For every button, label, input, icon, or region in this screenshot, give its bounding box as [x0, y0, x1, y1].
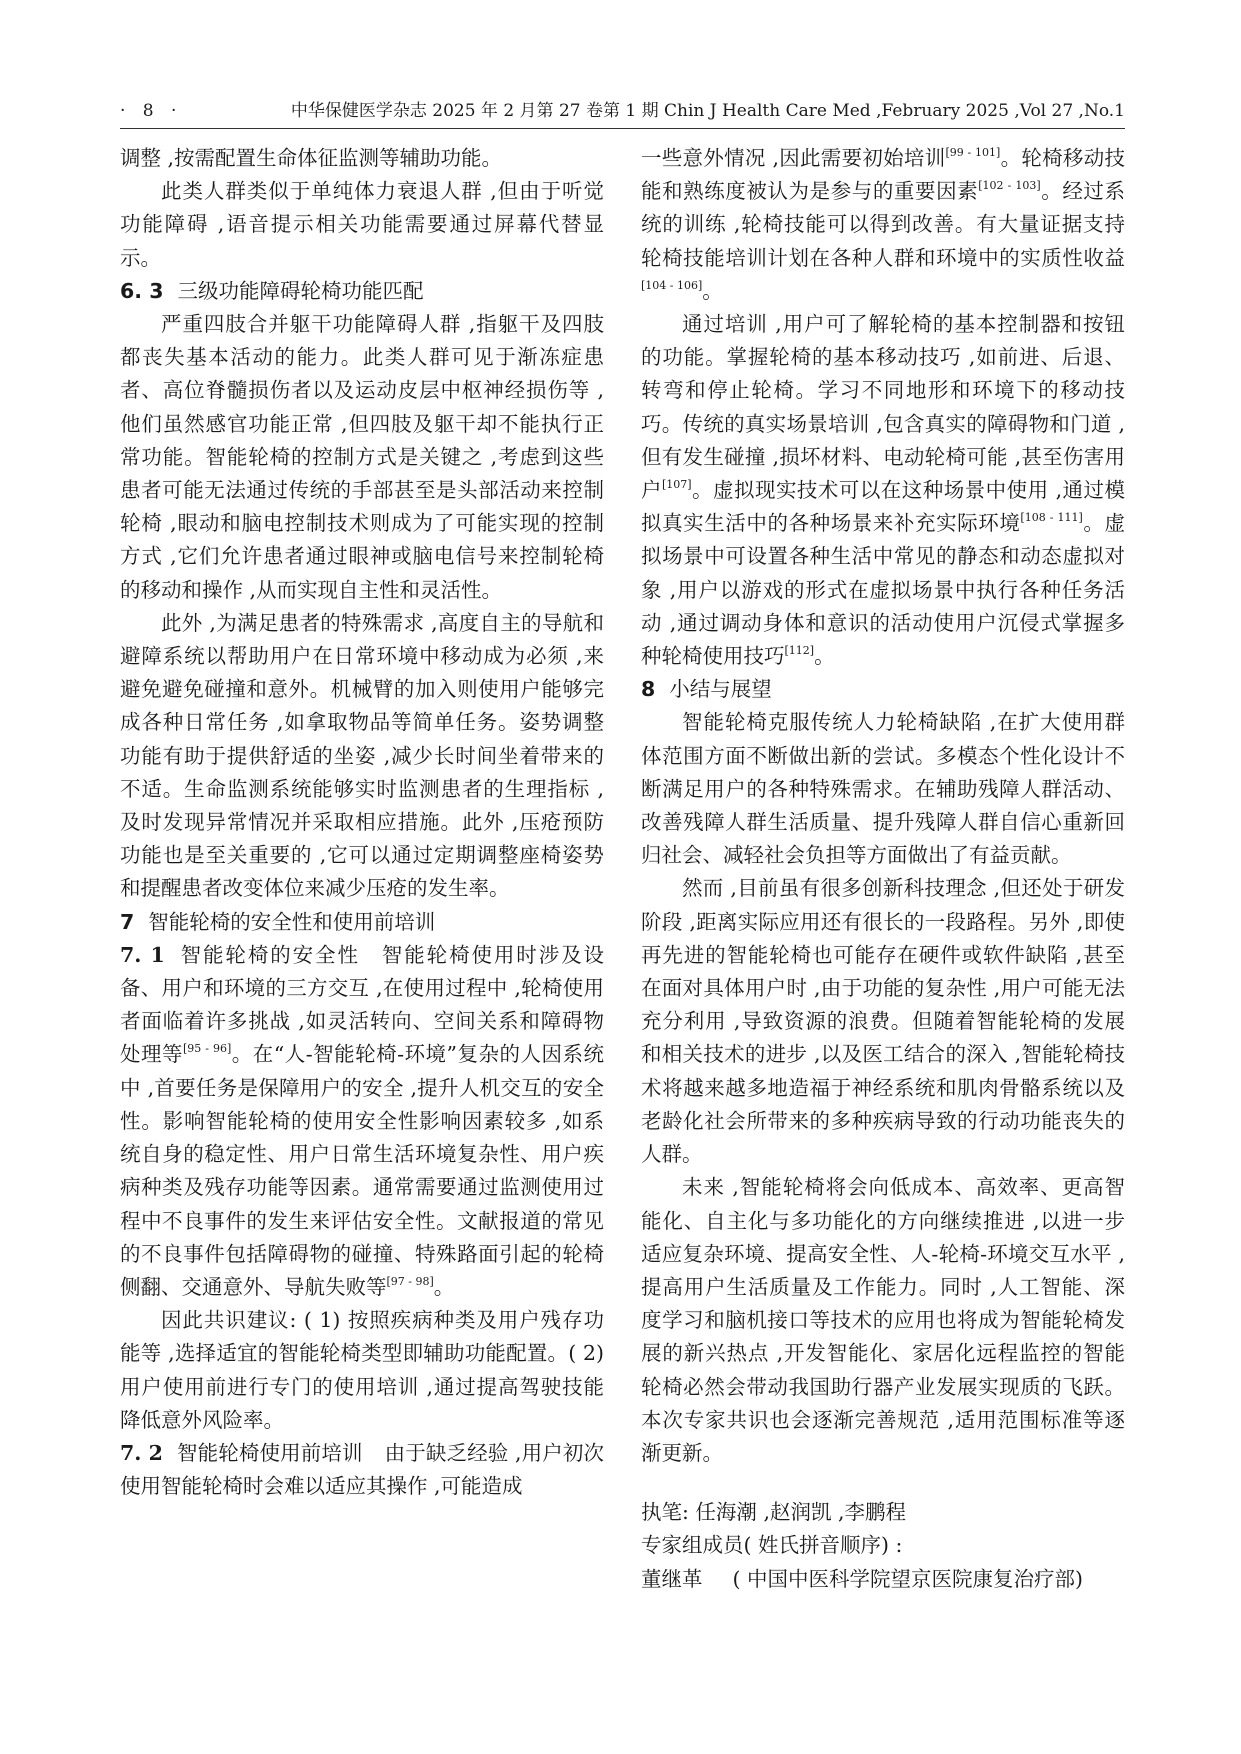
section-number: 7. 1	[120, 942, 165, 967]
paragraph: 此类人群类似于单纯体力衰退人群 ,但由于听觉功能障碍 ,语音提示相关功能需要通过屏幕代替显示。	[120, 179, 604, 270]
text-run: 。轮椅移动技能和熟练度被认为是参与的重要因素	[641, 146, 1125, 204]
paragraph: 严重四肢合并躯干功能障碍人群 ,指躯干及四肢都丧失基本活动的能力。此类人群可见于渐冻症患者、高位脊髓损伤者以及运动皮层中枢神经损伤等 ,他们虽然感官功能正常 ,但四肢及躯干却不能执行正常功能。智能轮椅的控制方式是关键之 ,考虑到这些患者可能无法通过传统的手部甚至是头部活动来控制轮椅 ,眼动和脑电控制技术则成为了可能实现的控制方式 ,它们允许患者通过眼神或脑电信号来控制轮椅的移动和操作 ,从而实现自主性和灵活性。	[120, 312, 604, 602]
paragraph: 未来 ,智能轮椅将会向低成本、高效率、更高智能化、自主化与多功能化的方向继续推进 ,以进一步适应复杂环境、提高安全性、人-轮椅-环境交互水平 ,提高用户生活质量及工作能力。同时 ,人工智能、深度学习和脑机接口等技术的应用也将成为智能轮椅发展的新兴热点 ,开发智能化、家居化远程监控的智能轮椅必然会带动我国助行器产业发展实现质的飞跃。本次专家共识也会逐渐完善规范 ,适用范围标准等逐渐更新。	[641, 1175, 1125, 1465]
text-run: 。经过系统的训练 ,轮椅技能可以得到改善。有大量证据支持轮椅技能培训计划在各种人群和环境中的实质性收益	[641, 179, 1126, 270]
paragraph: 因此共识建议: ( 1) 按照疾病种类及用户残存功能等 ,选择适宜的智能轮椅类型即辅助功能配置。( 2) 用户使用前进行专门的使用培训 ,通过提高驾驶技能降低意外风险率。	[120, 1308, 604, 1432]
section-title: 智能轮椅使用前培训	[176, 1440, 363, 1465]
citation: [102 - 103]	[978, 179, 1041, 193]
paragraph	[120, 939, 604, 1304]
left-column	[120, 142, 604, 1503]
paragraph: 此外 ,为满足患者的特殊需求 ,高度自主的导航和避障系统以帮助用户在日常环境中移动成为必须 ,来避免避免碰撞和意外。机械臂的加入则使用户能够完成各种日常任务 ,如拿取物品等简单任务。姿势调整功能有助于提供舒适的坐姿 ,减少长时间坐着带来的不适。生命监测系统能够实时监测患者的生理指标 ,及时发现异常情况并采取相应措施。此外 ,压疮预防功能也是至关重要的 ,它可以通过定期调整座椅姿势和提醒患者改变体位来减少压疮的发生率。	[120, 610, 604, 901]
citation: [97 - 98]	[386, 1274, 434, 1288]
text-run: 。虚拟场景中可设置各种生活中常见的静态和动态虚拟对象 ,用户以游戏的形式在虚拟场景中执行各种任务活动 ,通过调动身体和意识的活动使用户沉侵式掌握多种轮椅使用技巧	[641, 511, 1126, 669]
text-run: 由于缺乏经验 ,用户初次使用智能轮椅时会难以适应其操作 ,可能造成	[120, 1440, 604, 1499]
citation: [108 - 111]	[1020, 511, 1083, 525]
text-run: 。	[433, 1274, 455, 1299]
section-title: 小结与展望	[669, 677, 772, 702]
citation: [112]	[784, 644, 815, 658]
paragraph	[641, 308, 1125, 673]
section-number: 7	[120, 909, 135, 934]
header-rule	[120, 128, 1125, 129]
paragraph: 然而 ,目前虽有很多创新科技理念 ,但还处于研发阶段 ,距离实际应用还有很长的一段路程。另外 ,即使再先进的智能轮椅也可能存在硬件或软件缺陷 ,甚至在面对具体用户时 ,由于功能的复杂性 ,用户可能无法充分利用 ,导致资源的浪费。但随着智能轮椅的发展和相关技术的进步 ,以及医工结合的深入 ,智能轮椅技术将越来越多地造福于神经系统和肌肉骨骼系统以及老龄化社会所带来的多种疾病导致的行动功能丧失的人群。	[641, 876, 1125, 1167]
text-run: 一些意外情况 ,因此需要初始培训	[641, 146, 946, 170]
section-title: 智能轮椅的安全性	[178, 942, 360, 967]
text-run: 。	[814, 644, 835, 669]
citation: [95 - 96]	[183, 1042, 232, 1056]
paragraph: 智能轮椅克服传统人力轮椅缺陷 ,在扩大使用群体范围方面不断做出新的尝试。多模态个性化设计不断满足用户的各种特殊需求。在辅助残障人群活动、改善残障人群生活质量、提升残障人群自信心重新回归社会、减轻社会负担等方面做出了有益贡献。	[641, 710, 1125, 868]
section-heading-7	[120, 906, 604, 939]
page-number: · 8 ·	[120, 101, 183, 121]
authors-line: 执笔: 任海潮 ,赵润凯 ,李鹏程	[641, 1500, 906, 1525]
page-header	[120, 96, 1125, 126]
paragraph	[120, 1437, 604, 1503]
section-heading-6-3	[120, 275, 604, 308]
text-run: 。	[702, 278, 723, 303]
text-run: 。在“人-智能轮椅-环境”复杂的人因系统中 ,首要任务是保障用户的安全 ,提升人机交互的安全性。影响智能轮椅的使用安全性影响因素较多 ,如系统自身的稳定性、用户日常生活环境复杂性、用户疾病种类及残存功能等因素。通常需要通过监测使用过程中不良事件的发生来评估安全性。文献报道的常见的不良事件包括障碍物的碰撞、特殊路面引起的轮椅侧翻、交通意外、导航失败等	[120, 1042, 604, 1299]
spacer	[641, 1470, 1125, 1496]
journal-citation: 中华保健医学杂志 2025 年 2 月第 27 卷第 1 期 Chin J Health Care Med ,February 2025 ,Vol 27 ,No.1	[290, 101, 1125, 121]
text-run: 智能轮椅使用时涉及设备、用户和环境的三方交互 ,在使用过程中 ,轮椅使用者面临着许多挑战 ,如灵活转向、空间关系和障碍物处理等	[120, 942, 605, 1067]
section-title: 智能轮椅的安全性和使用前培训	[148, 909, 436, 934]
citation: [107]	[661, 478, 692, 492]
expert-name: 董继革	[641, 1566, 703, 1591]
section-title: 三级功能障碍轮椅功能匹配	[177, 278, 424, 303]
text-run: 通过培训 ,用户可了解轮椅的基本控制器和按钮的功能。掌握轮椅的基本移动技巧 ,如前进、后退、转弯和停止轮椅。学习不同地形和环境下的移动技巧。传统的真实场景培训 ,包含真实的障碍物和门道 ,但有发生碰撞 ,损坏材料、电动轮椅可能 ,甚至伤害用户	[641, 312, 1125, 503]
citation: [104 - 106]	[641, 278, 703, 292]
right-column	[641, 142, 1125, 1596]
citation: [99 - 101]	[945, 146, 1001, 159]
paragraph: 调整 ,按需配置生命体征监测等辅助功能。	[120, 146, 503, 170]
section-number: 6. 3	[120, 278, 164, 303]
text-run: 。虚拟现实技术可以在这种场景中使用 ,通过模拟真实生活中的各种场景来补充实际环境	[641, 478, 1125, 536]
paragraph	[641, 142, 1125, 308]
expert-affiliation: ( 中国中医科学院望京医院康复治疗部)	[732, 1566, 1084, 1591]
section-number: 8	[641, 677, 656, 702]
section-heading-8	[641, 673, 1125, 706]
expert-entry	[641, 1563, 1125, 1596]
expert-group-label: 专家组成员( 姓氏拼音顺序) :	[641, 1533, 903, 1558]
section-number: 7. 2	[120, 1440, 163, 1465]
